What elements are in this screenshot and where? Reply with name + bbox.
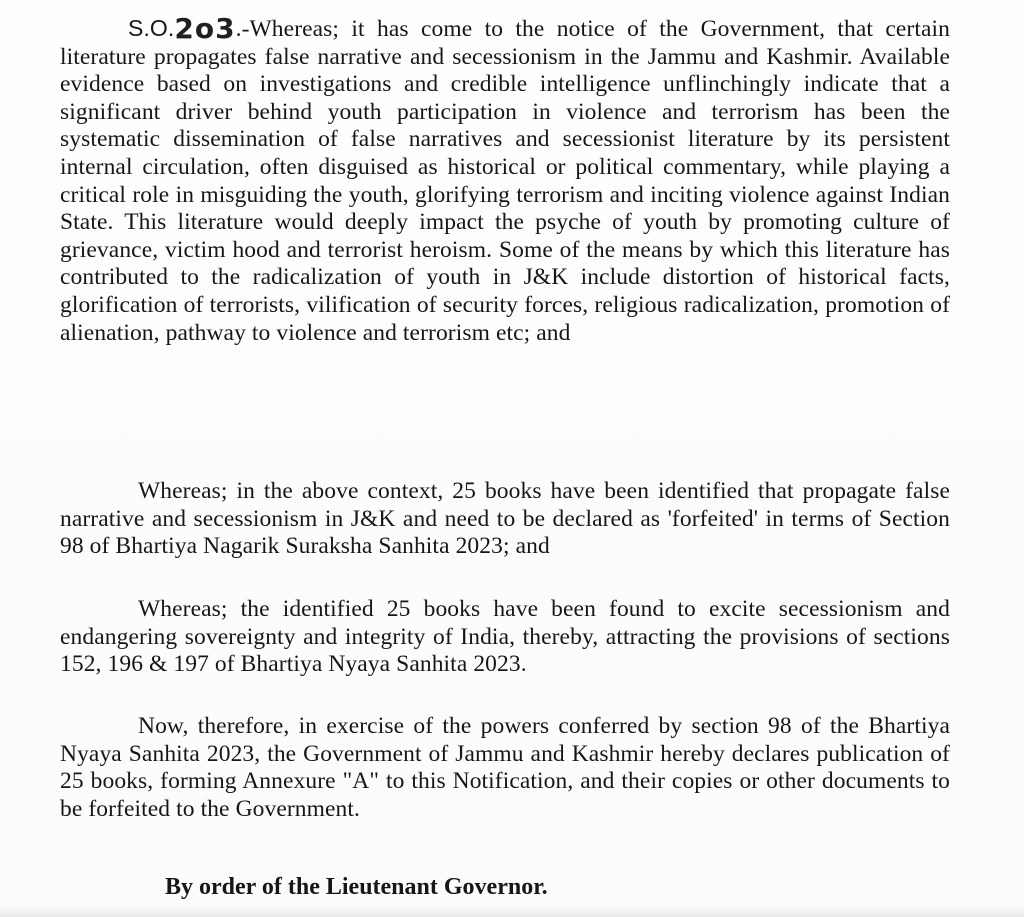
paragraph-whereas-notice [60,13,950,347]
so-number-handwritten: 2o3 [174,12,236,45]
paragraph-4-text: Now, therefore, in exercise of the powers conferred by section 98 of the Bhartiya Nyaya Sanhita 2023, the Government of Jammu and Kashmir hereby declares publication of 25 books, forming Annexure "A" to this Notification, and their copies or other documents to be forfeited to the Government. [60,713,950,822]
page-bottom-shadow [0,905,1024,917]
order-signature-line: By order of the Lieutenant Governor. [165,874,548,900]
paragraph-1-text: Whereas; it has come to the notice of the Government, that certain literature propagates false narrative and secessionism in the Jammu and Kashmir. Available evidence based on investigations and credible intelligence unflinchingly indicate that a significant driver behind youth participation in violence and terrorism has been the systematic dissemination of false narratives and secessionist literature by its persistent internal circulation, often disguised as historical or political commentary, while playing a critical role in misguiding the youth, glorifying terrorism and inciting violence against Indian State. This literature would deeply impact the psyche of youth by promoting culture of grievance, victim hood and terrorist heroism. Some of the means by which this literature has contributed to the radicalization of youth in J&K include distortion of historical facts, glorification of terrorists, vilification of security forces, religious radicalization, promotion of alienation, pathway to violence and terrorism etc; and [60,16,950,346]
paragraph-whereas-secessionism [60,596,950,679]
paragraph-3-text: Whereas; the identified 25 books have been found to excite secessionism and endangering sovereignty and integrity of India, thereby, attracting the provisions of sections 152, 196 & 197 of Bhartiya Nyaya Sanhita 2023. [60,596,950,678]
paragraph-whereas-books-identified [60,478,950,561]
paragraph-2-text: Whereas; in the above context, 25 books have been identified that propagate false narrative and secessionism in J&K and need to be declared as 'forfeited' in terms of Section 98 of Bhartiya Nagarik Suraksha Sanhita 2023; and [60,478,950,560]
paragraph-now-therefore [60,713,950,823]
so-suffix: .- [235,16,250,42]
so-prefix: S.O. [128,15,175,41]
